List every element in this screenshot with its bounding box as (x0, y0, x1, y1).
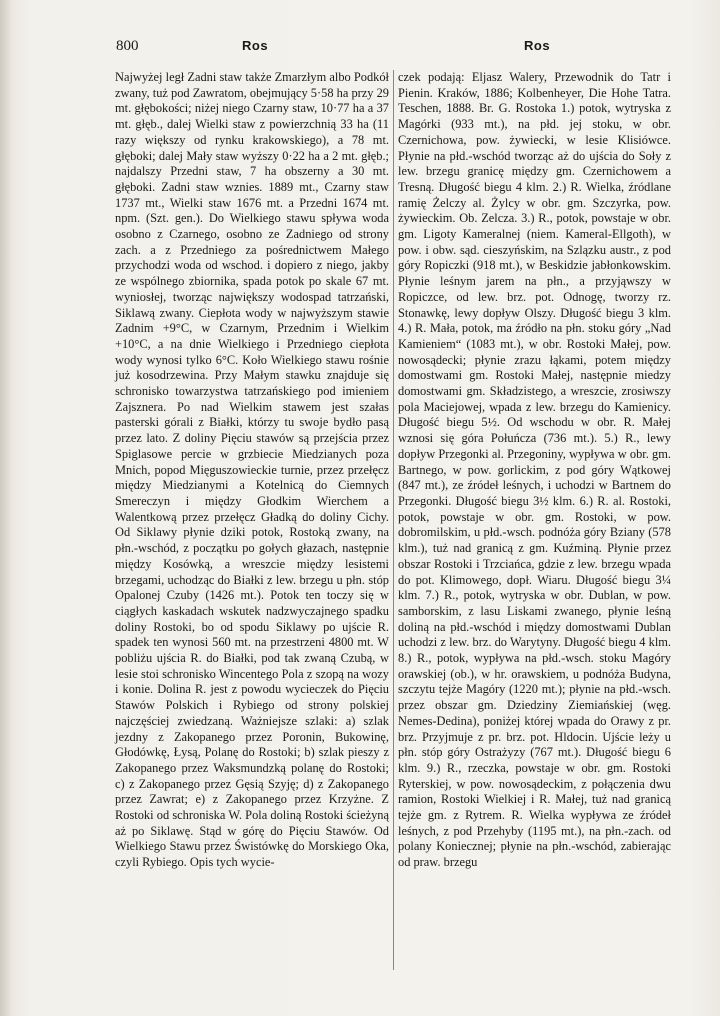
page-header (116, 38, 676, 62)
left-column (115, 70, 389, 871)
left-column-text: Najwyżej legł Zadni staw także Zmarzłym albo Podkół zwany, tuż pod Zawratom, obejmujący 5·58 ha przy 29 mt. głębokości; niżej niego Czarny staw, 10·77 ha a 37 mt. głęb., dalej Wielki staw z powierzchnią 33 ha (11 razy większy od rynku krakowskiego), a 78 mt. głęboki; dalej Mały staw wyższy 0·22 ha a 2 mt. głęb.; najdalszy Przedni staw, 7 ha obszerny a 30 mt. głęboki. Zadni staw wznies. 1889 mt., Czarny staw 1737 mt., Wielki staw 1676 mt. a Przedni 1674 mt. npm. (Szt. gen.). Do Wielkiego stawu spływa woda osobno z Czarnego, osobno ze Zadniego od strony zach. a z Przedniego za pośrednictwem Małego przychodzi woda od wschod. i dopiero z niego, jakby ze wspólnego zbiornika, spada potok po skale 67 mt. wyniosłej, tworząc największy wodospad tatrzański, Siklawą zwany. Ciepłota wody w najwyższym stawie Zadnim +9°C, w Czarnym, Przednim i Wielkim +10°C, a na dnie Wielkiego i Przedniego ciepłota wody wynosi tylko 6°C. Koło Wielkiego stawu rośnie już kosodrzewina. Przy Małym stawku znajduje się schronisko towarzystwa tatrzańskiego pod imieniem Zajsznera. Po nad Wielkim stawem jest szałas pasterski górali z Białki, którzy tu swoje bydło pasą przez lato. Z doliny Pięciu stawów są przejścia przez Spiglasowe percie w grzbiecie Miedzianych poza Mnich, popod Mięguszowieckie turnie, przez przełęcz między Miedzianymi a Kotelnicą do Ciemnych Smereczyn i między Głodkim Wierchem a Walentkową przez przełęcz Gładką do doliny Cichy. Od Siklawy płynie dziki potok, Rostoką zwany, na płn.-wschód, z początku po gołych głazach, następnie między Kosówką, a wreszcie między lesistemi brzegami, uchodząc do Białki z lew. brzegu u płn. stóp Opalonej Czuby (1426 mt.). Potok ten toczy się w ciągłych kaskadach wskutek nadzwyczajnego spadku doliny Rostoki, bo od spodu Siklawy po ujście R. spadek ten wynosi 560 mt. na przestrzeni 4800 mt. W pobliżu ujścia R. do Białki, pod tak zwaną Czubą, w lesie stoi schronisko Wincentego Pola z szopą na wozy i konie. Dolina R. jest z powodu wycieczek do Pięciu Stawów Polskich i Rybiego od strony polskiej najczęściej zwiedzaną. Ważniejsze szlaki: a) szlak jezdny z Zakopanego przez Poronin, Bukowinę, Głodówkę, Łysą, Polanę do Rostoki; b) szlak pieszy z Zakopanego przez Waksmundzką polanę do Rostoki; c) z Zakopanego przez Gęsią Szyję; d) z Zakopanego przez Zawrat; e) z Zakopanego przez Krzyżne. Z Rostoki od schroniska W. Pola doliną Rostoki ścieżyną aż po Siklawę. Stąd w górę do Pięciu Stawów. Od Wielkiego Stawu przez Świstówkę do Morskiego Oka, czyli Rybiego. Opis tych wycie- (115, 70, 389, 870)
page-binding-shadow (0, 0, 12, 1016)
running-head-left: Ros (242, 38, 269, 53)
right-column-text: czek podają: Eljasz Walery, Przewodnik do Tatr i Pienin. Kraków, 1886; Kolbenheyer, Die Hohe Tatra. Teschen, 1888. Br. G. Rostoka 1.) potok, wytryska z Magórki (933 mt.), na płd. jej stoku, w obr. Czernichowa, pow. żywiecki, w lesie Klisiówce. Płynie na płd.-wschód tworząc aż do ujścia do Soły z lew. brzegu granicę między gm. Czernichowem a Tresną. Długość biegu 4 klm. 2.) R. Wielka, źródlane ramię Żelczy al. Żylcy w obr. gm. Szczyrka, pow. żywieckim. Ob. Zelcza. 3.) R., potok, powstaje w obr. gm. Ligoty Kameralnej (niem. Kameral-Ellgoth), w pow. i obw. sąd. cieszyńskim, na Szlązku austr., z pod góry Ropiczki (918 mt.), w Beskidzie jabłonkowskim. Płynie leśnym jarem na płn., a przyjąwszy w Ropiczce, od lew. brz. pot. Odnogę, tworzy rz. Stonawkę, lewy dopływ Olszy. Długość biegu 3 klm. 4.) R. Mała, potok, ma źródło na płn. stoku góry „Nad Kamieniem“ (1083 mt.), w obr. Rostoki Małej, pow. nowosądecki; płynie zrazu łąkami, potem między domostwami gm. Rostoki Małej, następnie miedzy domostwami gm. Składzistego, a wreszcie, zrosiwszy pola Maciejowej, wpada z lew. brzegu do Kamienicy. Długość biegu 5½. Od wschodu w obr. R. Małej wznosi się góra Połuńcza (736 mt.). 5.) R., lewy dopływ Przegonki al. Przegoniny, wypływa w obr. gm. Bartnego, w pow. gorlickim, z pod góry Wątkowej (847 mt.), ze źródeł leśnych, i uchodzi w Bartnem do Przegonki. Długość biegu 3½ klm. 6.) R. al. Rostoki, potok, powstaje w obr. gm. Rostoki, w pow. dobromilskim, u płd.-wsch. podnóża góry Bziany (578 klm.), tuż nad granicą z gm. Kuźminą. Płynie przez obszar Rostoki i Trzciańca, gdzie z lew. brzegu wpada do pot. Klimowego, dopł. Wiaru. Długość biegu 3¼ klm. 7.) R., potok, wytryska w obr. Dublan, w pow. samborskim, z lasu Liskami zwanego, płynie leśną doliną na płd.-wschód i między domostwami Dublan uchodzi z lew. brz. do Warytyny. Długość biegu 4 klm. 8.) R., potok, wypływa na płd.-wsch. stoku Magóry orawskiej (ob.), w hr. orawskiem, u podnóża Budyna, szczytu tejże Magóry (1220 mt.); płynie na płd.-wsch. przez obszar gm. Dziedziny Ziemiańskiej (węg. Nemes-Dedina), poniżej której wpada do Orawy z pr. brz. Przyjmuje z pr. brz. pot. Hldocin. Ujście leży u płn. stóp góry Ostrażyzy (767 mt.). Długość biegu 6 klm. 9.) R., rzeczka, powstaje w obr. gm. Rostoki Ryterskiej, w pow. nowosądeckim, z połączenia dwu ramion, Rostoki Wielkiej i R. Małej, tuż nad granicą tejże gm. z Rytrem. R. Wielka wypływa ze źródeł leśnych, z pod Przehyby (1195 mt.), na płn.-zach. od polany Koniecznej; płynie na płn.-wschód, zabierając od praw. brzegu (398, 70, 671, 870)
running-head-right: Ros (524, 38, 551, 53)
page-number: 800 (116, 38, 139, 54)
right-column (398, 70, 671, 871)
column-divider (393, 70, 394, 970)
